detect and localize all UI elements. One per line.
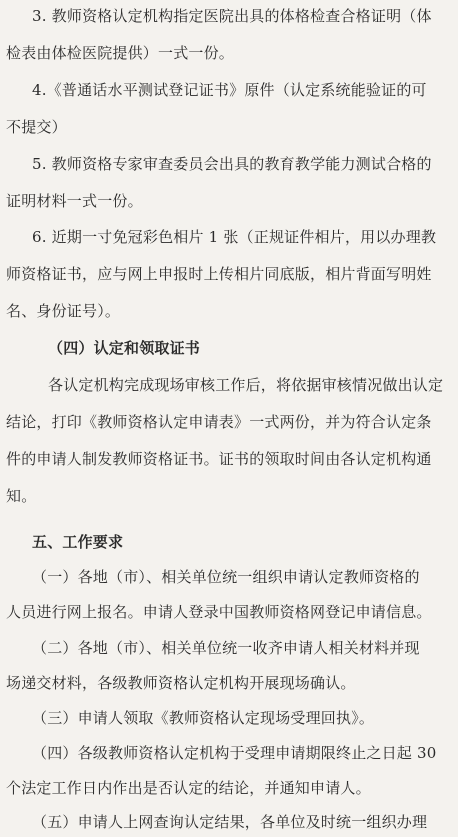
section-subheading: （四）认定和领取证书 — [48, 339, 201, 357]
paragraph-line: 师资格证书，应与网上申报时上传相片同底版，相片背面写明姓 — [6, 265, 432, 283]
paragraph-line: 名、身份证号）。 — [6, 302, 121, 320]
paragraph-line: 证明材料一式一份。 — [6, 192, 143, 210]
paragraph-line: （五）申请人上网查询认定结果，各单位及时统一组织办理 — [32, 813, 428, 831]
paragraph-line: 6. 近期一寸免冠彩色相片 1 张（正规证件相片，用以办理教 — [32, 228, 437, 246]
paragraph-line: （二）各地（市）、相关单位统一收齐申请人相关材料并现 — [32, 639, 420, 657]
section-heading: 五、工作要求 — [32, 533, 124, 551]
paragraph-line: （一）各地（市）、相关单位统一组织申请认定教师资格的 — [32, 568, 420, 586]
paragraph-line: 结论，打印《教师资格认定申请表》一式两份，并为符合认定条 — [6, 413, 432, 431]
paragraph-line: 场递交材料，各级教师资格认定机构开展现场确认。 — [6, 674, 356, 692]
paragraph-line: （四）各级教师资格认定机构于受理申请期限终止之日起 30 — [32, 744, 437, 762]
paragraph-line: 知。 — [6, 487, 37, 505]
paragraph-line: 各认定机构完成现场审核工作后，将依据审核情况做出认定 — [48, 376, 444, 394]
paragraph-line: 检表由体检医院提供）一式一份。 — [6, 44, 235, 62]
paragraph-line: （三）申请人领取《教师资格认定现场受理回执》。 — [32, 709, 375, 727]
paragraph-line: 不提交） — [6, 118, 67, 136]
paragraph-line: 件的申请人制发教师资格证书。证书的领取时间由各认定机构通 — [6, 450, 432, 468]
paragraph-line: 个法定工作日内作出是否认定的结论，并通知申请人。 — [6, 779, 371, 797]
paragraph-line: 人员进行网上报名。申请人登录中国教师资格网登记申请信息。 — [6, 603, 432, 621]
paragraph-line: 4.《普通话水平测试登记证书》原件（认定系统能验证的可 — [32, 81, 427, 99]
paragraph-line: 5. 教师资格专家审查委员会出具的教育教学能力测试合格的 — [32, 155, 432, 173]
paragraph-line: 3. 教师资格认定机构指定医院出具的体格检查合格证明（体 — [32, 7, 432, 25]
